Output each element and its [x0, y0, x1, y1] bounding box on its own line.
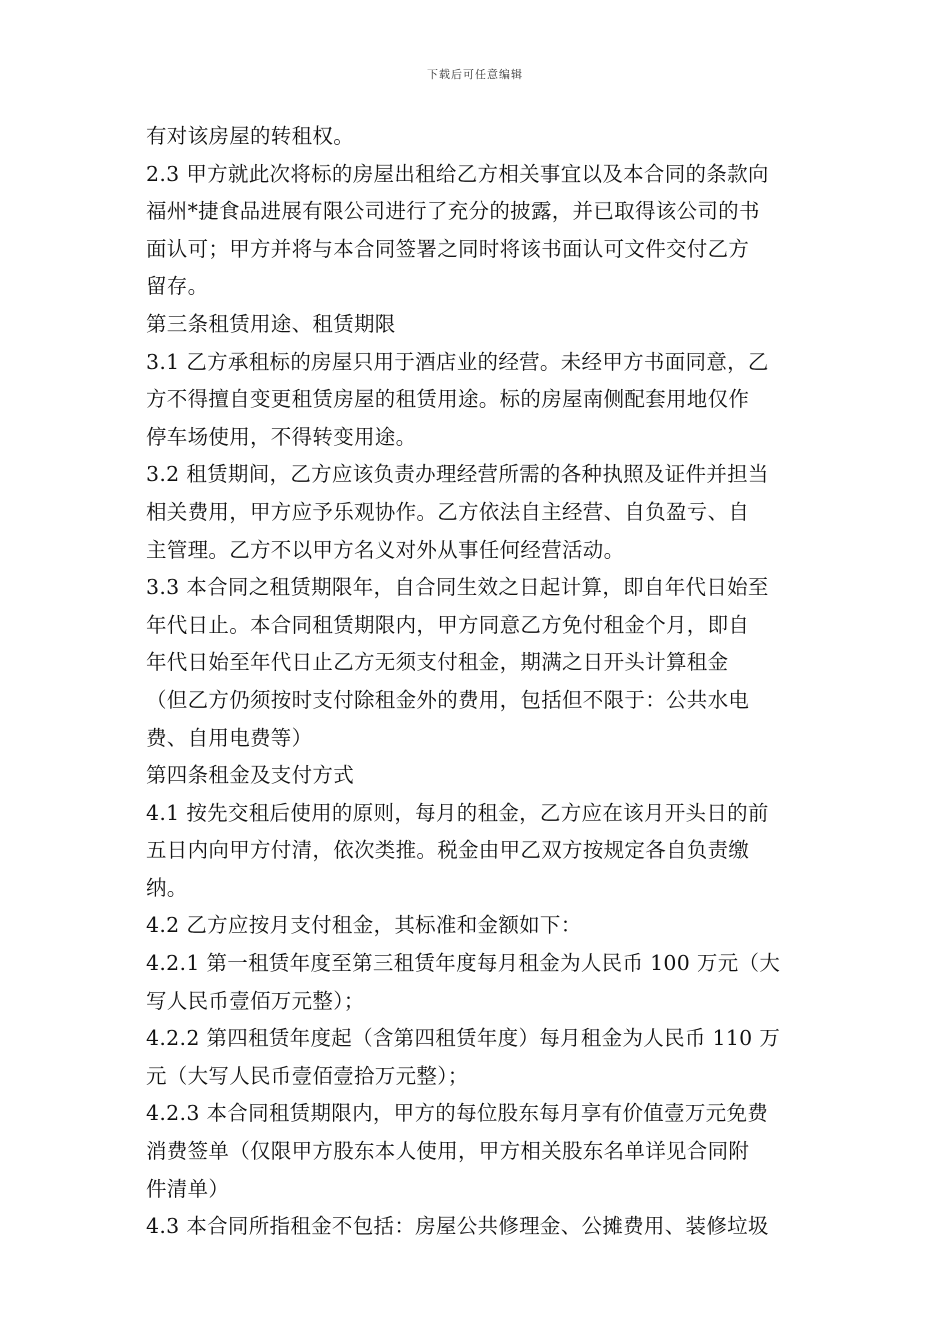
text-line: （但乙方仍须按时支付除租金外的费用，包括但不限于：公共水电 [146, 687, 750, 712]
text-line: 纳。 [146, 875, 188, 900]
text-line: 方不得擅自变更租赁房屋的租赁用途。标的房屋南侧配套用地仅作 [146, 387, 750, 412]
text-line: 年代日止。本合同租赁期限内，甲方同意乙方免付租金个月，即自 [146, 612, 750, 637]
text-line: 福州*捷食品进展有限公司进行了充分的披露，并已取得该公司的书 [146, 199, 760, 224]
text-line: 4.1 按先交租后使用的原则，每月的租金，乙方应在该月开头日的前 [146, 800, 769, 825]
text-line: 年代日始至年代日止乙方无须支付租金，期满之日开头计算租金 [146, 650, 729, 675]
text-line: 4.2.2 第四租赁年度起（含第四租赁年度）每月租金为人民币 110 万 [146, 1026, 781, 1051]
text-line: 3.1 乙方承租标的房屋只用于酒店业的经营。未经甲方书面同意，乙 [146, 349, 769, 374]
text-line: 4.3 本合同所指租金不包括：房屋公共修理金、公摊费用、装修垃圾 [146, 1214, 769, 1239]
text-line: 停车场使用，不得转变用途。 [146, 424, 417, 449]
text-line: 写人民币壹佰万元整）； [146, 988, 365, 1013]
text-line: 3.3 本合同之租赁期限年，自合同生效之日起计算，即自年代日始至 [146, 575, 769, 600]
text-line: 留存。 [146, 274, 209, 299]
text-line: 3.2 租赁期间，乙方应该负责办理经营所需的各种执照及证件并担当 [146, 462, 769, 487]
text-line: 4.2 乙方应按月支付租金，其标准和金额如下： [146, 913, 582, 938]
text-line: 面认可；甲方并将与本合同签署之同时将该书面认可文件交付乙方 [146, 236, 750, 261]
contract-body [146, 118, 808, 1246]
text-line: 件清单） [146, 1176, 230, 1201]
text-line: 费、自用电费等） [146, 725, 313, 750]
section-heading: 第三条租赁用途、租赁期限 [146, 311, 396, 336]
page-header: 下载后可任意编辑 [427, 68, 523, 81]
text-line: 元（大写人民币壹佰壹拾万元整）； [146, 1063, 469, 1088]
text-line: 4.2.1 第一租赁年度至第三租赁年度每月租金为人民币 100 万元（大 [146, 951, 781, 976]
text-line: 4.2.3 本合同租赁期限内，甲方的每位股东每月享有价值壹万元免费 [146, 1101, 769, 1126]
text-line: 主管理。乙方不以甲方名义对外从事任何经营活动。 [146, 537, 625, 562]
text-line: 五日内向甲方付清，依次类推。税金由甲乙双方按规定各自负责缴 [146, 838, 750, 863]
section-heading: 第四条租金及支付方式 [146, 763, 354, 788]
text-line: 相关费用，甲方应予乐观协作。乙方依法自主经营、自负盈亏、自 [146, 499, 750, 524]
text-line: 消费签单（仅限甲方股东本人使用，甲方相关股东名单详见合同附 [146, 1139, 750, 1164]
text-line: 2.3 甲方就此次将标的房屋出租给乙方相关事宜以及本合同的条款向 [146, 161, 769, 186]
text-line: 有对该房屋的转租权。 [146, 124, 354, 148]
